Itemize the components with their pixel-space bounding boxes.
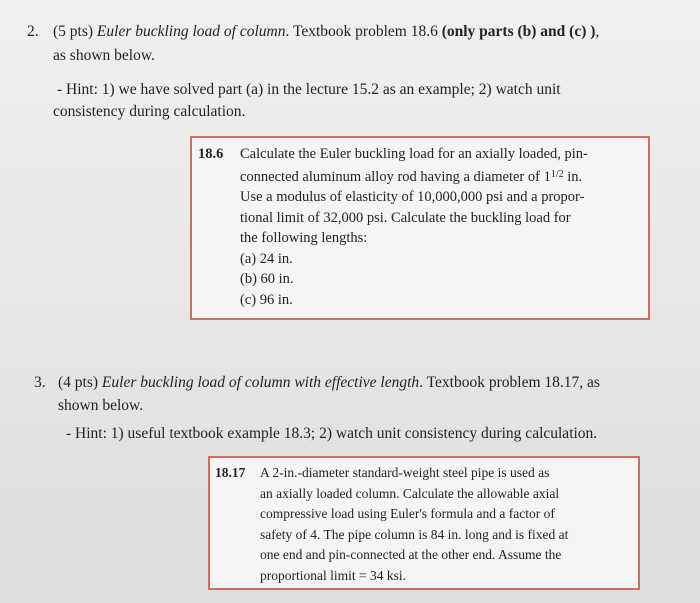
problem-2-heading: (5 pts) Euler buckling load of column. Textbook problem 18.6 (only parts (b) and (c) ), [53,23,600,40]
part-a: (a) 24 in. [240,250,293,267]
problem-3-points: (4 pts) [58,374,99,391]
problem-18-17-line-5: one end and pin-connected at the other end. Assume the [260,547,562,562]
problem-18-17-box [208,456,640,590]
problem-18-6-line-5: the following lengths: [240,230,368,246]
problem-2-hint-line2: consistency during calculation. [53,103,246,120]
problem-3-reference: Textbook problem 18.17, as [426,374,600,391]
problem-3-hint: - Hint: 1) useful textbook example 18.3; 2) watch unit consistency during calculation. [66,425,598,442]
problem-2-title: Euler buckling load of column [96,23,286,40]
problem-3-heading [58,372,600,394]
problem-18-6-line-4: tional limit of 32,000 psi. Calculate the buckling load for [240,209,571,226]
problem-2-hint-line1: - Hint: 1) we have solved part (a) in the lecture 15.2 as an example; 2) watch unit [57,81,561,98]
problem-2-parts-note: (only parts (b) and (c) ) [441,23,596,40]
problem-3-title: Euler buckling load of column with effective length [101,374,420,391]
problem-18-6-id: 18.6 [198,146,224,162]
problem-18-17-line-1: A 2-in.-diameter standard-weight steel pipe is used as [260,465,550,480]
problem-2-separator: . [285,23,290,40]
problem-2-number: 2. [27,23,39,40]
problem-18-6-line-1: Calculate the Euler buckling load for an axially loaded, pin- [240,146,588,162]
problem-3-separator: . [419,374,424,391]
problem-18-17-text [260,463,635,586]
part-c: (c) 96 in. [240,291,293,308]
problem-2-line2: as shown below. [53,47,155,64]
part-b: (b) 60 in. [240,271,294,287]
problem-2-reference: Textbook problem 18.6 [292,23,438,40]
problem-2-points: (5 pts) [53,23,94,40]
problem-18-17-id: 18.17 [215,465,246,480]
problem-18-6-text [240,144,644,310]
problem-18-17-line-2: an axially loaded column. Calculate the allowable axial [260,485,560,501]
problem-3-line2: shown below. [58,397,144,414]
problem-18-17-line-6: proportional limit = 34 ksi. [260,567,406,583]
problem-18-17-line-3: compressive load using Euler's formula and a factor of [260,506,555,521]
problem-18-6-line-2-text: connected aluminum alloy rod having a diameter of 1 [240,168,551,185]
problem-18-6-line-2 [240,165,644,188]
problem-2-hint [53,79,687,123]
problem-18-6-line-3: Use a modulus of elasticity of 10,000,000 psi and a propor- [240,189,585,205]
problem-18-6-box [190,136,650,320]
diameter-unit: in. [567,168,583,185]
problem-18-17-line-4: safety of 4. The pipe column is 84 in. long and is fixed at [260,526,569,542]
problem-3-number: 3. [34,374,46,391]
diameter-fraction: 1/2 [550,168,564,180]
